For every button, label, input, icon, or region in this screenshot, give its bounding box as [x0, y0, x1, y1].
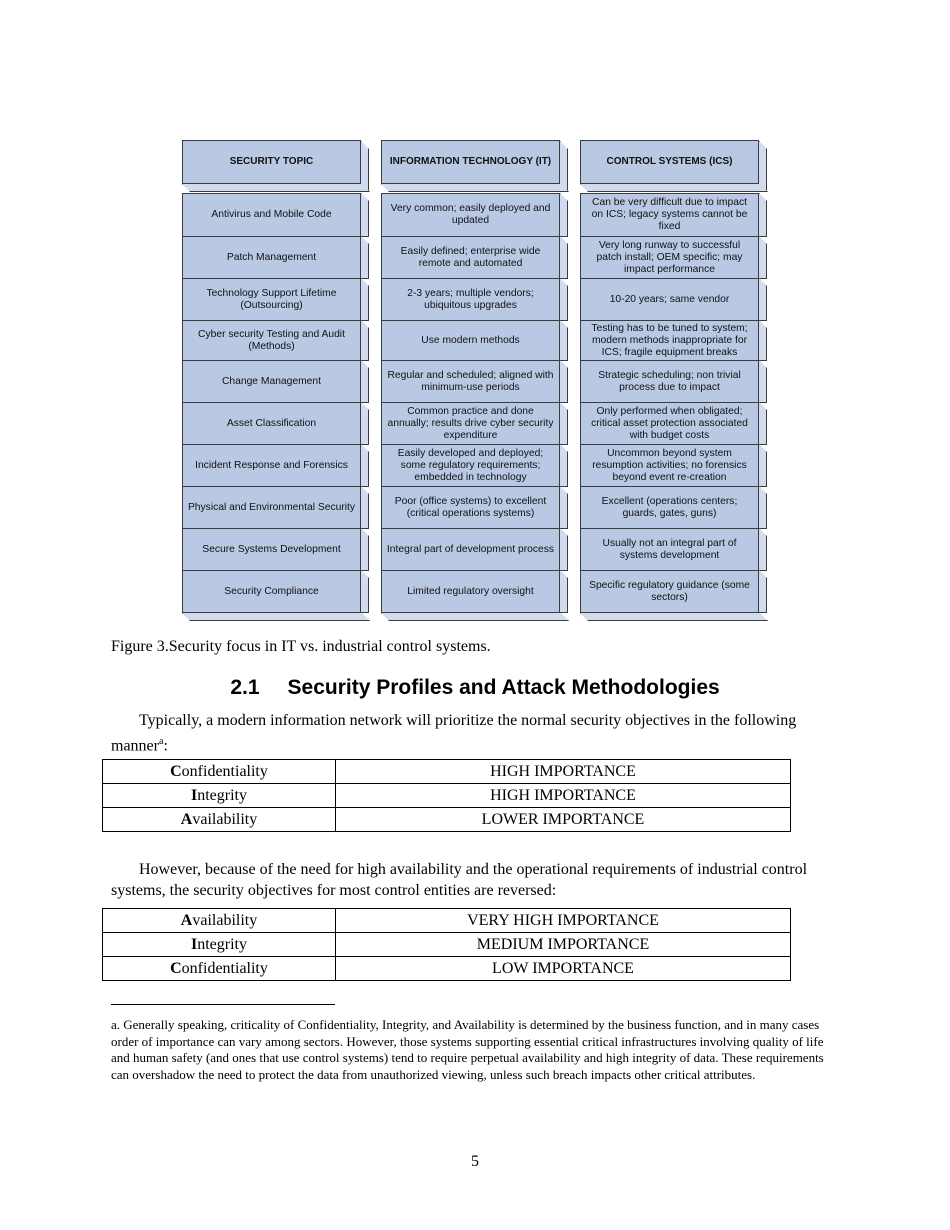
topic-cell: Secure Systems Development	[182, 528, 361, 571]
topic-cell: Technology Support Lifetime (Outsourcing)	[182, 278, 361, 321]
topic-cell: Asset Classification	[182, 402, 361, 445]
header-cell: CONTROL SYSTEMS (ICS)	[580, 140, 759, 184]
table-row	[103, 760, 791, 784]
cell-side-face	[759, 360, 767, 403]
objective-term: Confidentiality	[103, 957, 336, 981]
paragraph-intro	[111, 710, 831, 756]
table-it-priorities	[102, 759, 791, 832]
table-row	[103, 933, 791, 957]
it-cell: Common practice and done annually; results drive cyber security expenditure	[381, 402, 560, 445]
cell-side-face	[361, 570, 369, 613]
header-bottom-face	[381, 184, 569, 192]
cell-side-face	[759, 278, 767, 321]
cell-side-face	[560, 278, 568, 321]
footnote: a. Generally speaking, criticality of Confidentiality, Integrity, and Availability is determined by the business function, and in many cases order of importance can vary among sectors. However, those systems supporting essential critical infrastructures involving quality of life and human safety (and ones that use control systems) tend to require perpetual availability and high integrity of data. These requirements can overshadow the need to protect the data from unauthorized viewing, unless such breach impacts other critical attributes.	[111, 1017, 824, 1082]
footnote-divider	[111, 1004, 335, 1005]
cell-side-face	[361, 278, 369, 321]
cell-side-face	[759, 486, 767, 529]
ics-cell: Excellent (operations centers; guards, gates, guns)	[580, 486, 759, 529]
objective-term: Availability	[103, 909, 336, 933]
importance-value: HIGH IMPORTANCE	[336, 760, 791, 784]
paragraph-intro-end: :	[163, 737, 168, 755]
cell-side-face	[560, 193, 568, 237]
cell-side-face	[361, 528, 369, 571]
importance-value: LOW IMPORTANCE	[336, 957, 791, 981]
importance-value: HIGH IMPORTANCE	[336, 784, 791, 808]
cell-side-face	[560, 320, 568, 361]
page-number: 5	[471, 1153, 479, 1170]
it-cell: Use modern methods	[381, 320, 560, 361]
column-information-technology	[381, 140, 569, 622]
ics-cell: Only performed when obligated; critical asset protection associated with budget costs	[580, 402, 759, 445]
table-row	[103, 957, 791, 981]
objective-term: Integrity	[103, 933, 336, 957]
cell-side-face	[759, 236, 767, 279]
objective-term: Availability	[103, 808, 336, 832]
cell-side-face	[361, 402, 369, 445]
section-number: 2.1	[230, 676, 260, 699]
cell-side-face	[759, 193, 767, 237]
cell-side-face	[560, 486, 568, 529]
footnote-ref: a	[158, 736, 164, 747]
importance-value: VERY HIGH IMPORTANCE	[336, 909, 791, 933]
figure-caption: Figure 3.Security focus in IT vs. industrial control systems.	[111, 638, 491, 655]
cell-side-face	[759, 320, 767, 361]
cell-side-face	[759, 444, 767, 487]
it-cell: Poor (office systems) to excellent (critical operations systems)	[381, 486, 560, 529]
it-cell: Very common; easily deployed and updated	[381, 193, 560, 237]
header-cell: INFORMATION TECHNOLOGY (IT)	[381, 140, 560, 184]
it-cell: Limited regulatory oversight	[381, 570, 560, 613]
cell-side-face	[361, 360, 369, 403]
column-bottom-face	[580, 613, 768, 621]
column-control-systems	[580, 140, 768, 622]
cell-side-face	[759, 402, 767, 445]
topic-cell: Patch Management	[182, 236, 361, 279]
cell-side-face	[361, 486, 369, 529]
topic-cell: Incident Response and Forensics	[182, 444, 361, 487]
ics-cell: 10-20 years; same vendor	[580, 278, 759, 321]
cell-side-face	[560, 444, 568, 487]
header-bottom-face	[580, 184, 768, 192]
it-cell: Easily defined; enterprise wide remote and automated	[381, 236, 560, 279]
figure-security-comparison	[182, 140, 772, 622]
header-cell: SECURITY TOPIC	[182, 140, 361, 184]
ics-cell: Usually not an integral part of systems development	[580, 528, 759, 571]
cell-side-face	[361, 320, 369, 361]
table-row	[103, 909, 791, 933]
ics-cell: Very long runway to successful patch install; OEM specific; may impact performance	[580, 236, 759, 279]
section-title: Security Profiles and Attack Methodologies	[287, 676, 720, 699]
topic-cell: Cyber security Testing and Audit (Methods)	[182, 320, 361, 361]
header-bottom-face	[182, 184, 370, 192]
section-heading	[0, 676, 950, 700]
importance-value: MEDIUM IMPORTANCE	[336, 933, 791, 957]
topic-cell: Physical and Environmental Security	[182, 486, 361, 529]
topic-cell: Change Management	[182, 360, 361, 403]
it-cell: Regular and scheduled; aligned with minimum-use periods	[381, 360, 560, 403]
importance-value: LOWER IMPORTANCE	[336, 808, 791, 832]
cell-side-face	[560, 528, 568, 571]
cell-side-face	[560, 360, 568, 403]
objective-term: Confidentiality	[103, 760, 336, 784]
paragraph-reversal: However, because of the need for high availability and the operational requirements of industrial control systems, the security objectives for most control entities are reversed:	[111, 861, 808, 899]
table-ics-priorities	[102, 908, 791, 981]
ics-cell: Uncommon beyond system resumption activities; no forensics beyond event re-creation	[580, 444, 759, 487]
cell-side-face	[560, 236, 568, 279]
it-cell: 2-3 years; multiple vendors; ubiquitous upgrades	[381, 278, 560, 321]
cell-side-face	[560, 570, 568, 613]
it-cell: Easily developed and deployed; some regulatory requirements; embedded in technology	[381, 444, 560, 487]
cell-side-face	[361, 444, 369, 487]
it-cell: Integral part of development process	[381, 528, 560, 571]
cell-side-face	[759, 528, 767, 571]
topic-cell: Security Compliance	[182, 570, 361, 613]
objective-term: Integrity	[103, 784, 336, 808]
ics-cell: Can be very difficult due to impact on ICS; legacy systems cannot be fixed	[580, 193, 759, 237]
column-bottom-face	[381, 613, 569, 621]
column-security-topic	[182, 140, 370, 622]
paragraph-intro-text: Typically, a modern information network will prioritize the normal security objectives in the following manner	[111, 712, 797, 755]
cell-side-face	[560, 402, 568, 445]
ics-cell: Specific regulatory guidance (some sectors)	[580, 570, 759, 613]
column-bottom-face	[182, 613, 370, 621]
ics-cell: Strategic scheduling; non trivial process due to impact	[580, 360, 759, 403]
topic-cell: Antivirus and Mobile Code	[182, 193, 361, 237]
table-row	[103, 808, 791, 832]
ics-cell: Testing has to be tuned to system; modern methods inappropriate for ICS; fragile equipment breaks	[580, 320, 759, 361]
cell-side-face	[361, 193, 369, 237]
cell-side-face	[361, 236, 369, 279]
cell-side-face	[759, 570, 767, 613]
table-row	[103, 784, 791, 808]
